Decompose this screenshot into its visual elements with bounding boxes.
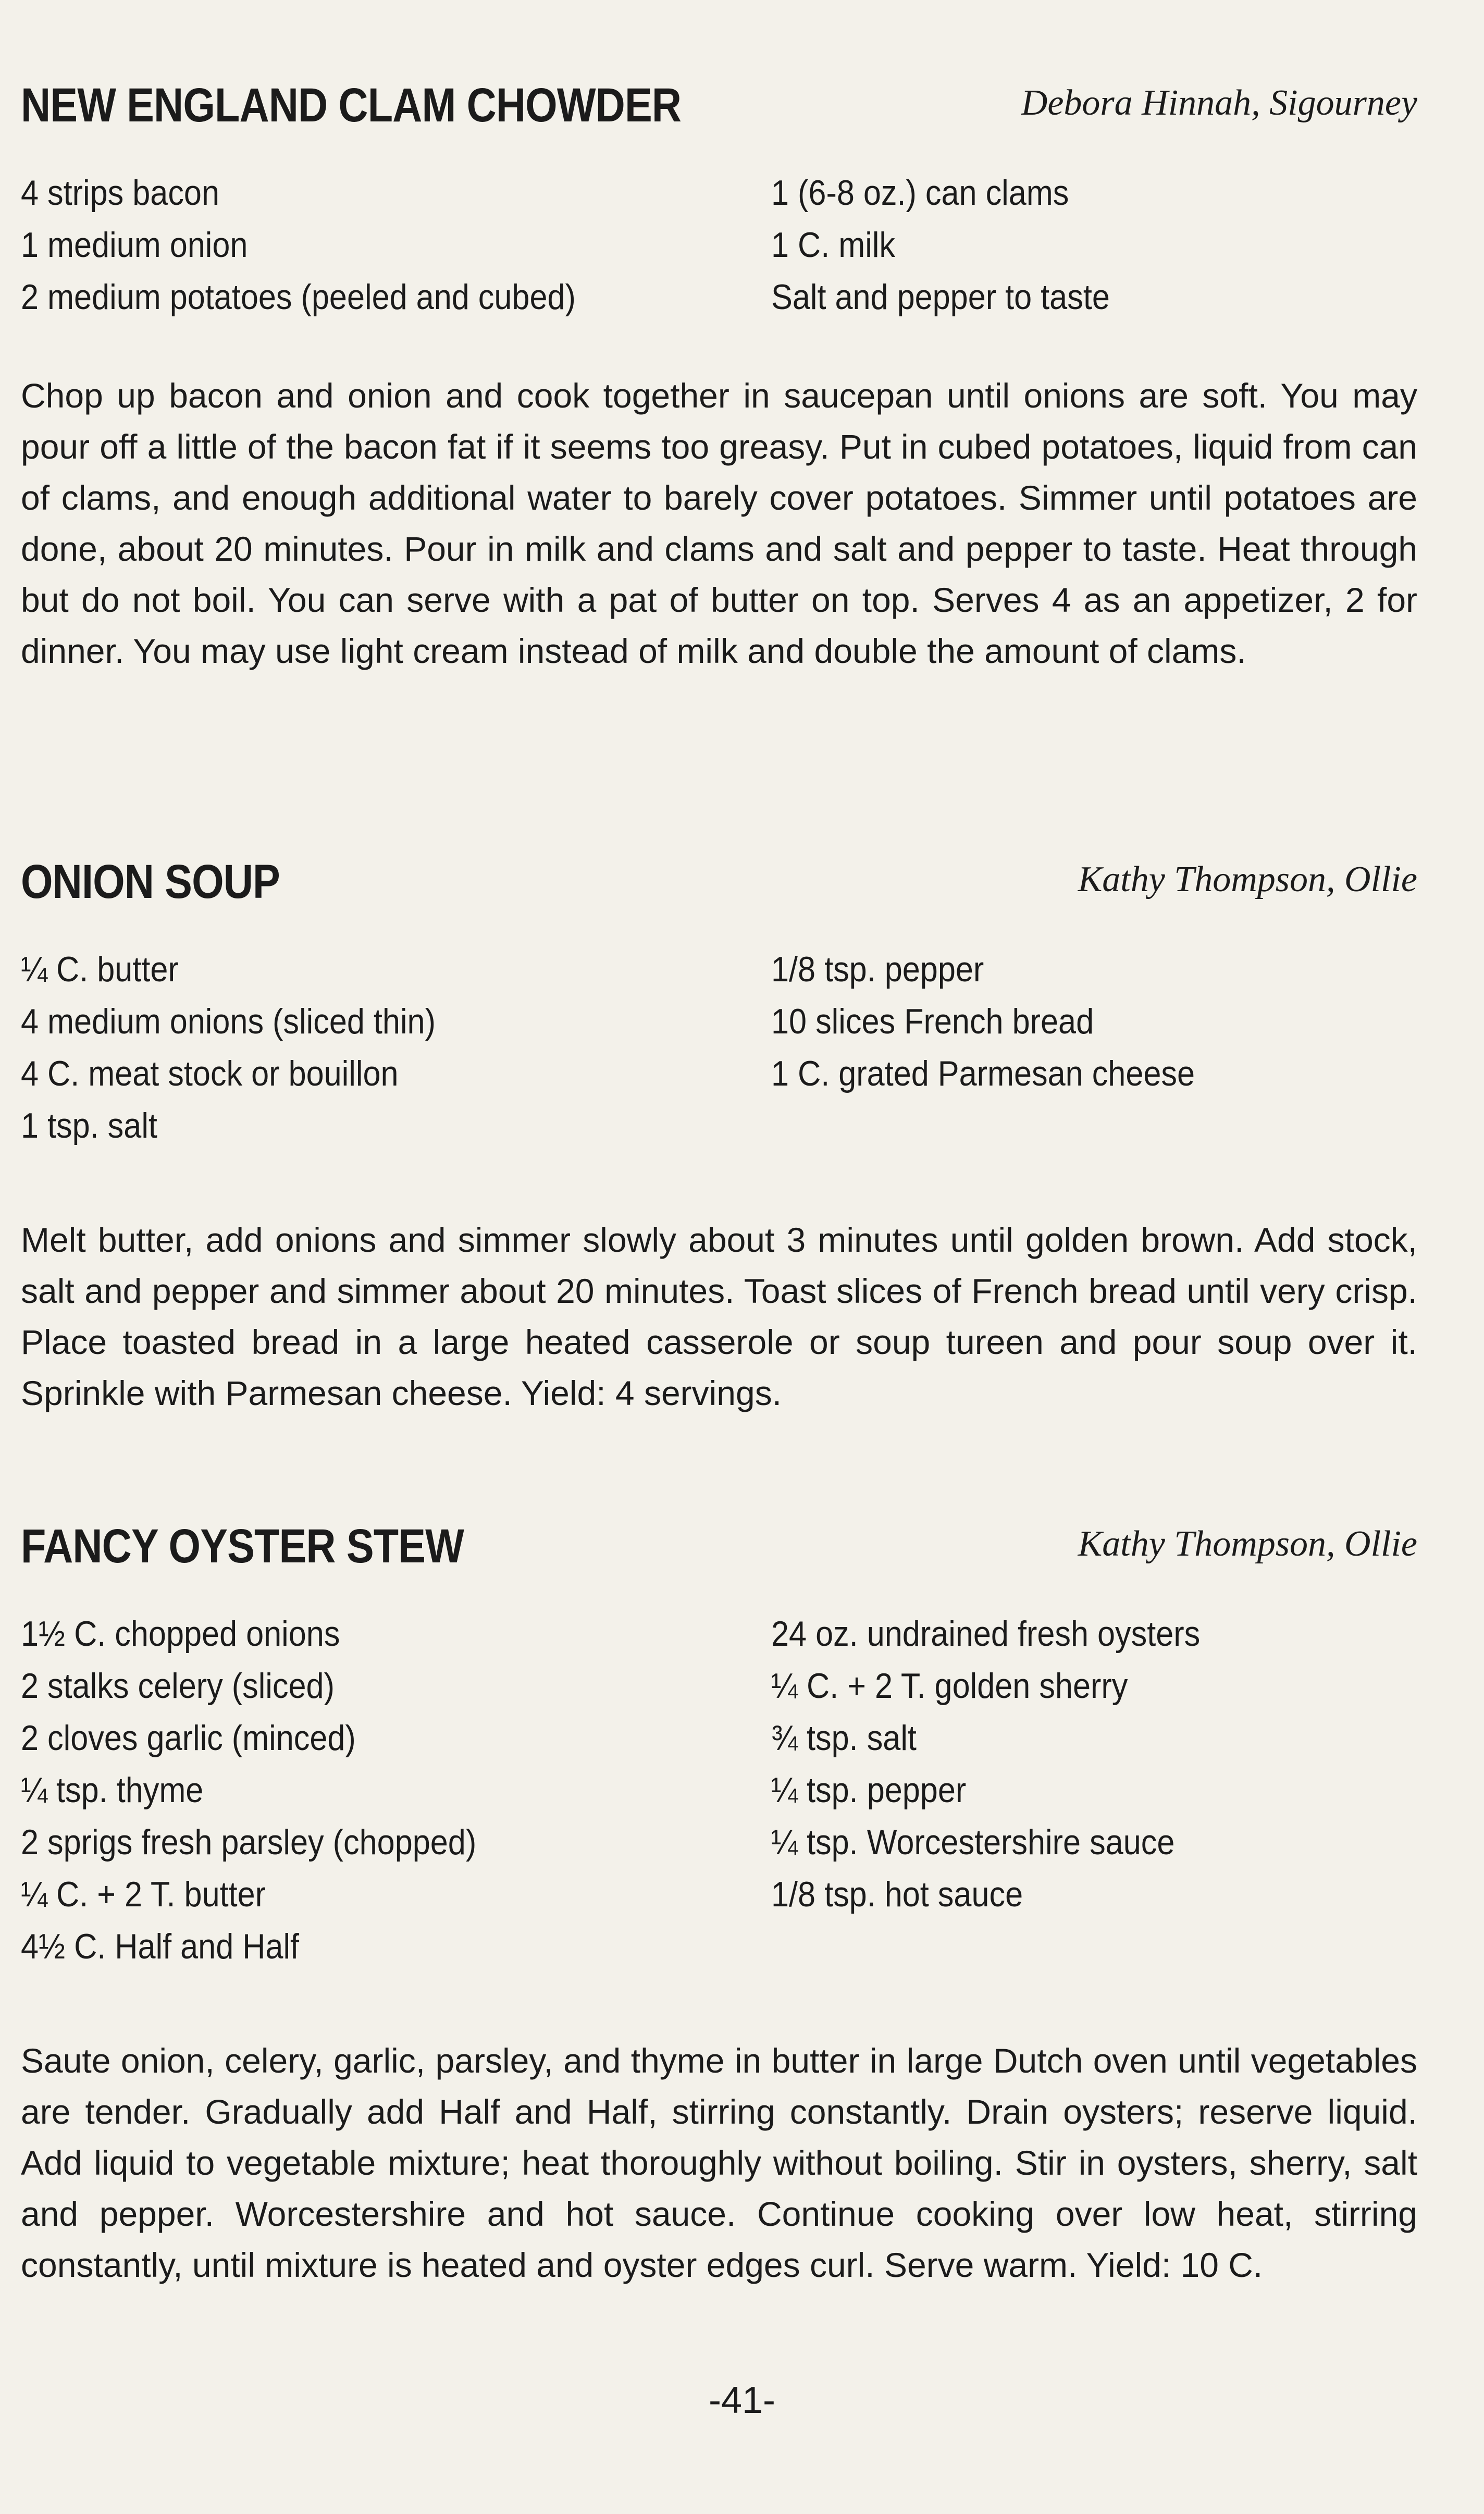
ingredient: ¼ tsp. pepper bbox=[771, 1770, 967, 1810]
ingredient: ¼ C. + 2 T. butter bbox=[21, 1875, 266, 1914]
ingredient-list bbox=[21, 1608, 1417, 1973]
ingredient-column-right bbox=[771, 1608, 1248, 1920]
ingredient: 1/8 tsp. hot sauce bbox=[771, 1875, 1023, 1914]
ingredient-list bbox=[21, 167, 1417, 323]
ingredient: 10 slices French bread bbox=[771, 1002, 1094, 1041]
ingredient: ¼ tsp. Worcestershire sauce bbox=[771, 1822, 1175, 1862]
recipe-author: Debora Hinnah, Sigourney bbox=[1021, 83, 1417, 123]
ingredient-list bbox=[21, 943, 1417, 1152]
ingredient: 1 (6-8 oz.) can clams bbox=[771, 173, 1069, 213]
recipe-directions: Saute onion, celery, garlic, parsley, and thyme in butter in large Dutch oven until vegetables are tender. Gradually add Half and Half, stirring constantly. Drain oysters; reserve liquid. Add liquid to vegetable mixture; heat thoroughly without boiling. Stir in oysters, sherry, salt and pepper. Worcestershire and hot sauce. Continue cooking over low heat, stirring constantly, until mixture is heated and oyster edges curl. Serve warm. Yield: 10 C. bbox=[21, 2041, 1417, 2284]
ingredient: ¼ C. butter bbox=[21, 950, 179, 989]
recipe-onion-soup bbox=[21, 855, 1417, 1412]
ingredient: 1 C. grated Parmesan cheese bbox=[771, 1054, 1195, 1093]
recipe-author: Kathy Thompson, Ollie bbox=[1078, 1524, 1417, 1564]
recipe-header bbox=[21, 1519, 1417, 1582]
recipe-author: Kathy Thompson, Ollie bbox=[1078, 859, 1417, 899]
ingredient: ¾ tsp. salt bbox=[771, 1718, 917, 1758]
ingredient: 4 medium onions (sliced thin) bbox=[21, 1002, 436, 1041]
ingredient: 2 sprigs fresh parsley (chopped) bbox=[21, 1822, 477, 1862]
recipe-title: ONION SOUP bbox=[21, 855, 280, 908]
ingredient-column-left bbox=[21, 167, 637, 323]
recipe-header bbox=[21, 78, 1417, 141]
ingredient: 2 stalks celery (sliced) bbox=[21, 1666, 335, 1706]
ingredient: 1½ C. chopped onions bbox=[21, 1614, 340, 1654]
ingredient: 2 medium potatoes (peeled and cubed) bbox=[21, 277, 576, 317]
recipe-title: NEW ENGLAND CLAM CHOWDER bbox=[21, 79, 682, 132]
recipe-header bbox=[21, 855, 1417, 917]
ingredient: Salt and pepper to taste bbox=[771, 277, 1110, 317]
ingredient: ¼ C. + 2 T. golden sherry bbox=[771, 1666, 1128, 1706]
ingredient: 4 strips bacon bbox=[21, 173, 220, 213]
ingredient-column-right bbox=[771, 943, 1242, 1100]
recipe-directions: Chop up bacon and onion and cook together in saucepan until onions are soft. You may pour off a little of the bacon fat if it seems too greasy. Put in cubed potatoes, liquid from can of clams, and enough additional water to barely cover potatoes. Simmer until potatoes are done, about 20 minutes. Pour in milk and clams and salt and pepper to taste. Heat through but do not boil. You can serve with a pat of butter on top. Serves 4 as an appetizer, 2 for dinner. You may use light cream instead of milk and double the amount of clams. bbox=[21, 376, 1417, 670]
ingredient: ¼ tsp. thyme bbox=[21, 1770, 204, 1810]
ingredient: 1/8 tsp. pepper bbox=[771, 950, 984, 989]
ingredient: 2 cloves garlic (minced) bbox=[21, 1718, 356, 1758]
ingredient: 4 C. meat stock or bouillon bbox=[21, 1054, 399, 1093]
ingredient: 24 oz. undrained fresh oysters bbox=[771, 1614, 1201, 1654]
ingredient: 1 tsp. salt bbox=[21, 1106, 157, 1145]
ingredient: 4½ C. Half and Half bbox=[21, 1927, 300, 1966]
recipe-oyster-stew bbox=[21, 1519, 1417, 2284]
ingredient-column-left bbox=[21, 1608, 527, 1973]
ingredient-column-right bbox=[771, 167, 1147, 323]
recipe-directions: Melt butter, add onions and simmer slowly about 3 minutes until golden brown. Add stock, salt and pepper and simmer about 20 minutes. Toast slices of French bread until very crisp. Place toasted bread in a large heated casserole or soup tureen and pour soup over it. Sprinkle with Parmesan cheese. Yield: 4 servings. bbox=[21, 1221, 1417, 1412]
ingredient: 1 C. milk bbox=[771, 225, 896, 265]
recipe-clam-chowder bbox=[21, 78, 1417, 670]
page-number: -41- bbox=[708, 2380, 776, 2421]
recipe-title: FANCY OYSTER STEW bbox=[21, 1520, 464, 1573]
ingredient: 1 medium onion bbox=[21, 225, 248, 265]
ingredient-column-left bbox=[21, 943, 481, 1152]
